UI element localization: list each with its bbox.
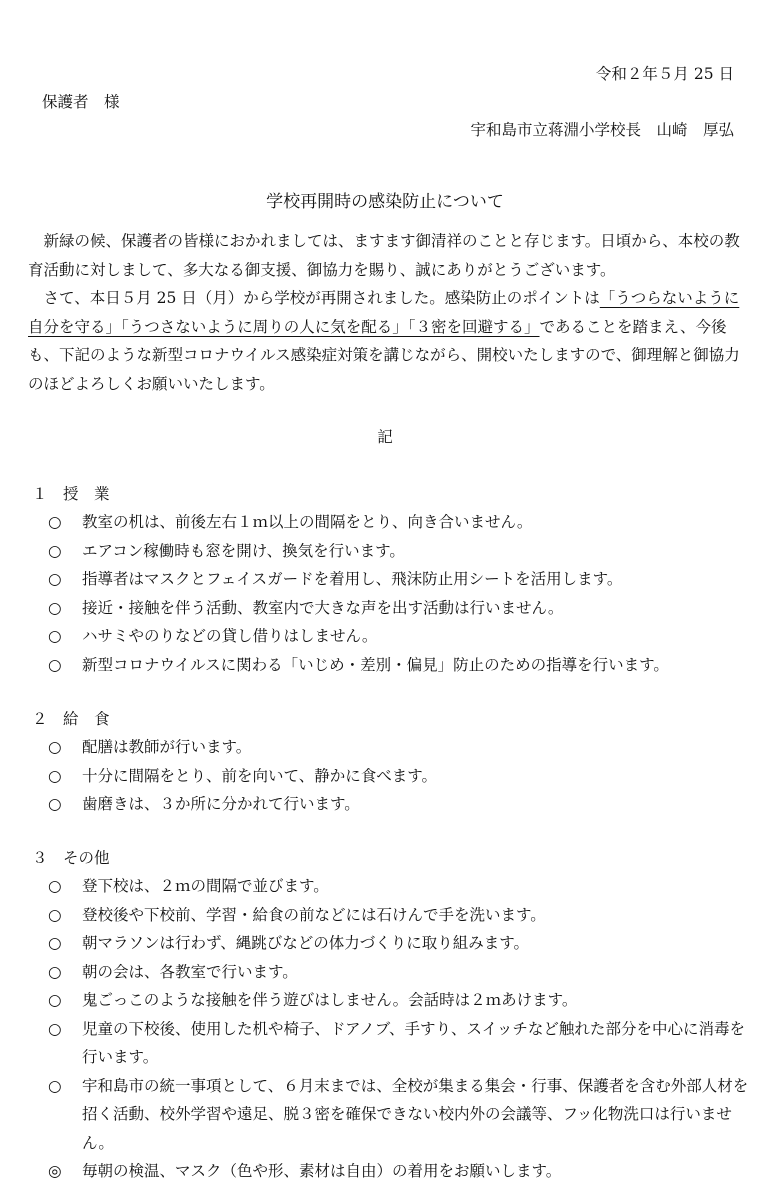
circle-bullet-icon: ○ [48,962,62,981]
list-item: ○ 教室の机は、前後左右１ｍ以上の間隔をとり、向き合いません。 [48,508,758,537]
circle-bullet-icon: ○ [48,1019,62,1038]
intro-paragraph-2 [28,284,754,398]
list-item: ○ 配膳は教師が行います。 [48,733,758,762]
list-item: ○ 登校後や下校前、学習・給食の前などには石けんで手を洗います。 [48,901,758,930]
double-circle-bullet-icon: ◎ [48,1162,62,1180]
ki-heading: 記 [377,428,393,446]
list-item: ○ 朝の会は、各教室で行います。 [48,958,758,987]
circle-bullet-icon: ○ [48,570,62,588]
intro-paragraph-2-text [28,284,754,398]
list-item: ◎ 毎朝の検温、マスク（色や形、素材は自由）の着用をお願いします。 [48,1157,758,1186]
list-item: ○ 朝マラソンは行わず、縄跳びなどの体力づくりに取り組みます。 [48,929,758,958]
list-item: ○ 歯磨きは、３か所に分かれて行います。 [48,790,758,819]
document-date: 令和２年５月 25 日 [595,65,734,83]
list-item: ○ 宇和島市の統一事項として、６月末までは、全校が集まる集会・行事、保護者を含む外部人材を招く活動、校外学習や遠足、脱３密を確保できない校内外の会議等、フッ化物洗口は行いません。 [48,1072,758,1158]
intro-paragraph-1-text: 新緑の候、保護者の皆様におかれましては、ますます御清祥のことと存じます。日頃から、本校の教育活動に対しまして、多大なる御支援、御協力を賜り、誠にありがとうございます。 [28,232,740,279]
sender-name: 宇和島市立蒋淵小学校長 山崎 厚弘 [470,121,734,139]
circle-bullet-icon: ○ [48,541,62,560]
list-item: ○ 登下校は、２ｍの間隔で並びます。 [48,872,758,901]
list-item: ○ 十分に間隔をとり、前を向いて、静かに食べます。 [48,762,758,791]
section-heading-lunch: ２ 給 食 [32,710,110,728]
circle-bullet-icon: ○ [48,766,62,785]
addressee: 保護者 様 [42,93,120,111]
list-item: ○ 児童の下校後、使用した机や椅子、ドアノブ、手すり、スイッチなど触れた部分を中心に消毒を行います。 [48,1015,758,1072]
list-item: ○ エアコン稼働時も窓を開け、換気を行います。 [48,537,758,566]
list-item: ○ ハサミやのりなどの貸し借りはしません。 [48,622,758,651]
circle-bullet-icon: ○ [48,598,62,617]
document-title: 学校再開時の感染防止について [266,192,504,212]
infection-prevention-points: 「うつらないように自分を守る」「うつさないように周りの人に気を配る」「３密を回避する」 [28,289,740,336]
section-heading-classes: １ 授 業 [32,485,110,503]
circle-bullet-icon: ○ [48,795,62,813]
list-item: ○ 鬼ごっこのような接触を伴う遊びはしません。会話時は２ｍあけます。 [48,986,758,1015]
intro-paragraph-2-after: であることを踏まえ、今後も、下記のような新型コロナウイルス感染症対策を講じながら、開校いたしますので、御理解と御協力のほどよろしくお願いいたします。 [28,317,740,393]
section-list-classes [48,508,758,679]
circle-bullet-icon: ○ [48,1076,62,1095]
section-list-lunch [48,733,758,819]
list-item: ○ 接近・接触を伴う活動、教室内で大きな声を出す活動は行いません。 [48,594,758,623]
intro-paragraph-2-before: さて、本日５月 25 日（月）から学校が再開されました。感染防止のポイントは [43,289,600,307]
intro-paragraph-1 [28,227,754,284]
circle-bullet-icon: ○ [48,877,62,895]
circle-bullet-icon: ○ [48,934,62,952]
circle-bullet-icon: ○ [48,513,62,531]
section-list-other [48,872,758,1186]
list-item: ○ 指導者はマスクとフェイスガードを着用し、飛沫防止用シートを活用します。 [48,565,758,594]
circle-bullet-icon: ○ [48,991,62,1009]
list-item: ○ 新型コロナウイルスに関わる「いじめ・差別・偏見」防止のための指導を行います。 [48,651,758,680]
section-heading-other: ３ その他 [32,849,110,867]
circle-bullet-icon: ○ [48,655,62,674]
circle-bullet-icon: ○ [48,627,62,645]
circle-bullet-icon: ○ [48,738,62,756]
circle-bullet-icon: ○ [48,905,62,924]
